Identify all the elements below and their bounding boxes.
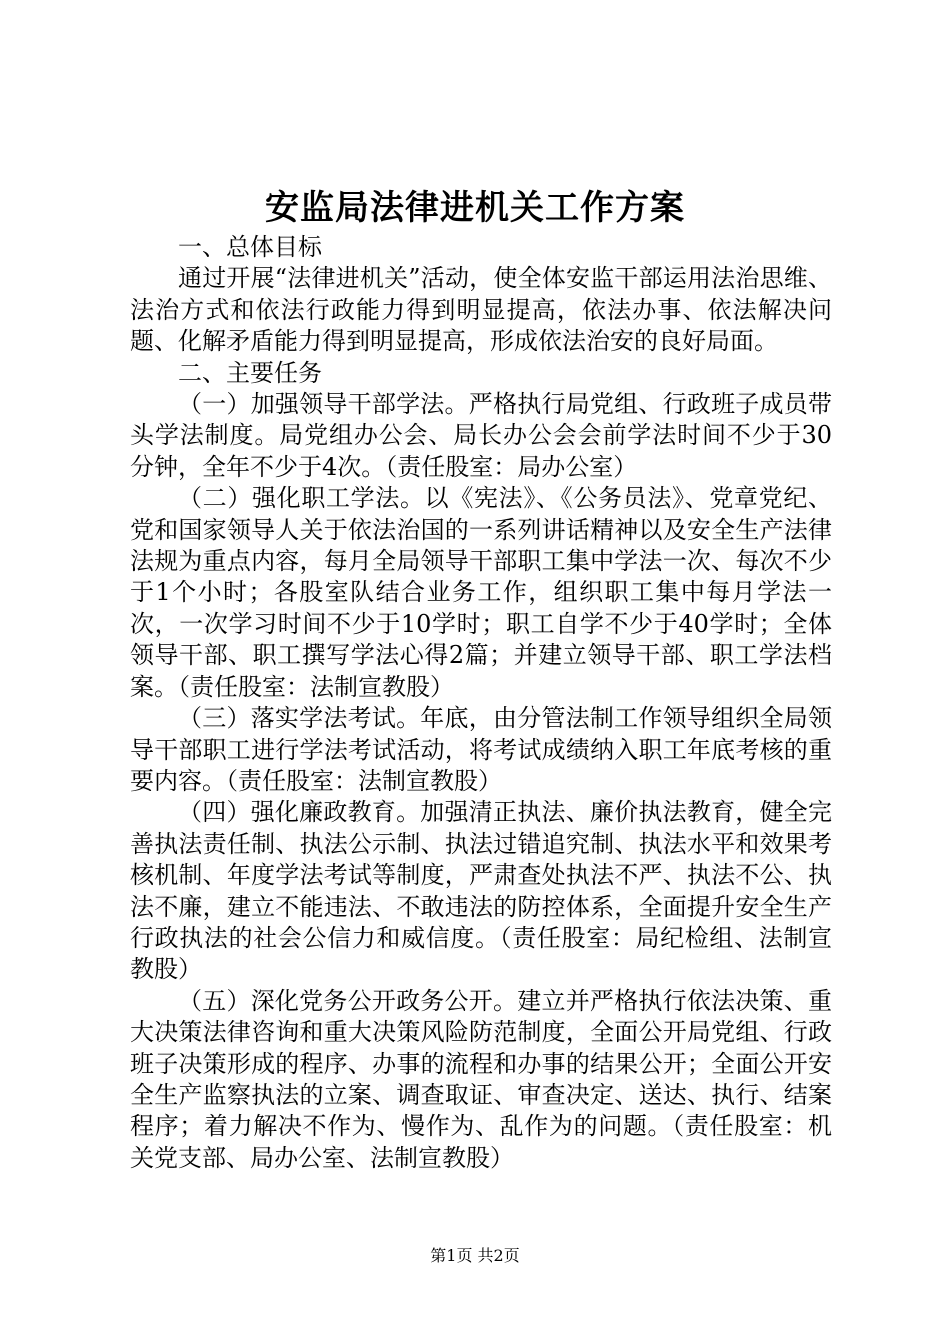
document-body bbox=[130, 232, 832, 1174]
paragraph-task-2: （二）强化职工学法。以《宪法》、《公务员法》、党章党纪、党和国家领导人关于依法治国的一系列讲话精神以及安全生产法律法规为重点内容，每月全局领导干部职工集中学法一次、每次不少于1个小时；各股室队结合业务工作，组织职工集中每月学法一次，一次学习时间不少于10学时；职工自学不少于40学时；全体领导干部、职工撰写学法心得2篇；并建立领导干部、职工学法档案。（责任股室：法制宣教股） bbox=[130, 484, 832, 701]
document-title: 安监局法律进机关工作方案 bbox=[265, 188, 685, 228]
section-heading-goals: 一、总体目标 bbox=[178, 233, 322, 261]
paragraph-task-3: （三）落实学法考试。年底，由分管法制工作领导组织全局领导干部职工进行学法考试活动，将考试成绩纳入职工年底考核的重要内容。（责任股室：法制宣教股） bbox=[130, 704, 832, 795]
paragraph-task-1: （一）加强领导干部学法。严格执行局党组、行政班子成员带头学法制度。局党组办公会、局长办公会会前学法时间不少于30分钟，全年不少于4次。（责任股室：局办公室） bbox=[130, 390, 832, 481]
paragraph-goals: 通过开展“法律进机关”活动，使全体安监干部运用法治思维、法治方式和依法行政能力得到明显提高，依法办事、依法解决问题、化解矛盾能力得到明显提高，形成依法治安的良好局面。 bbox=[130, 264, 832, 356]
paragraph-task-4: （四）强化廉政教育。加强清正执法、廉价执法教育，健全完善执法责任制、执法公示制、执法过错追究制、执法水平和效果考核机制、年度学法考试等制度，严肃查处执法不严、执法不公、执法不廉，建立不能违法、不敢违法的防控体系，全面提升安全生产行政执法的社会公信力和威信度。（责任股室：局纪检组、法制宣教股） bbox=[130, 798, 832, 984]
page-footer: 第1页 共2页 bbox=[430, 1246, 520, 1265]
paragraph-task-5: （五）深化党务公开政务公开。建立并严格执行依法决策、重大决策法律咨询和重大决策风险防范制度，全面公开局党组、行政班子决策形成的程序、办事的流程和办事的结果公开；全面公开安全生产监察执法的立案、调查取证、审查决定、送达、执行、结案程序；着力解决不作为、慢作为、乱作为的问题。（责任股室：机关党支部、局办公室、法制宣教股） bbox=[130, 986, 832, 1172]
section-heading-tasks: 二、主要任务 bbox=[178, 358, 322, 387]
